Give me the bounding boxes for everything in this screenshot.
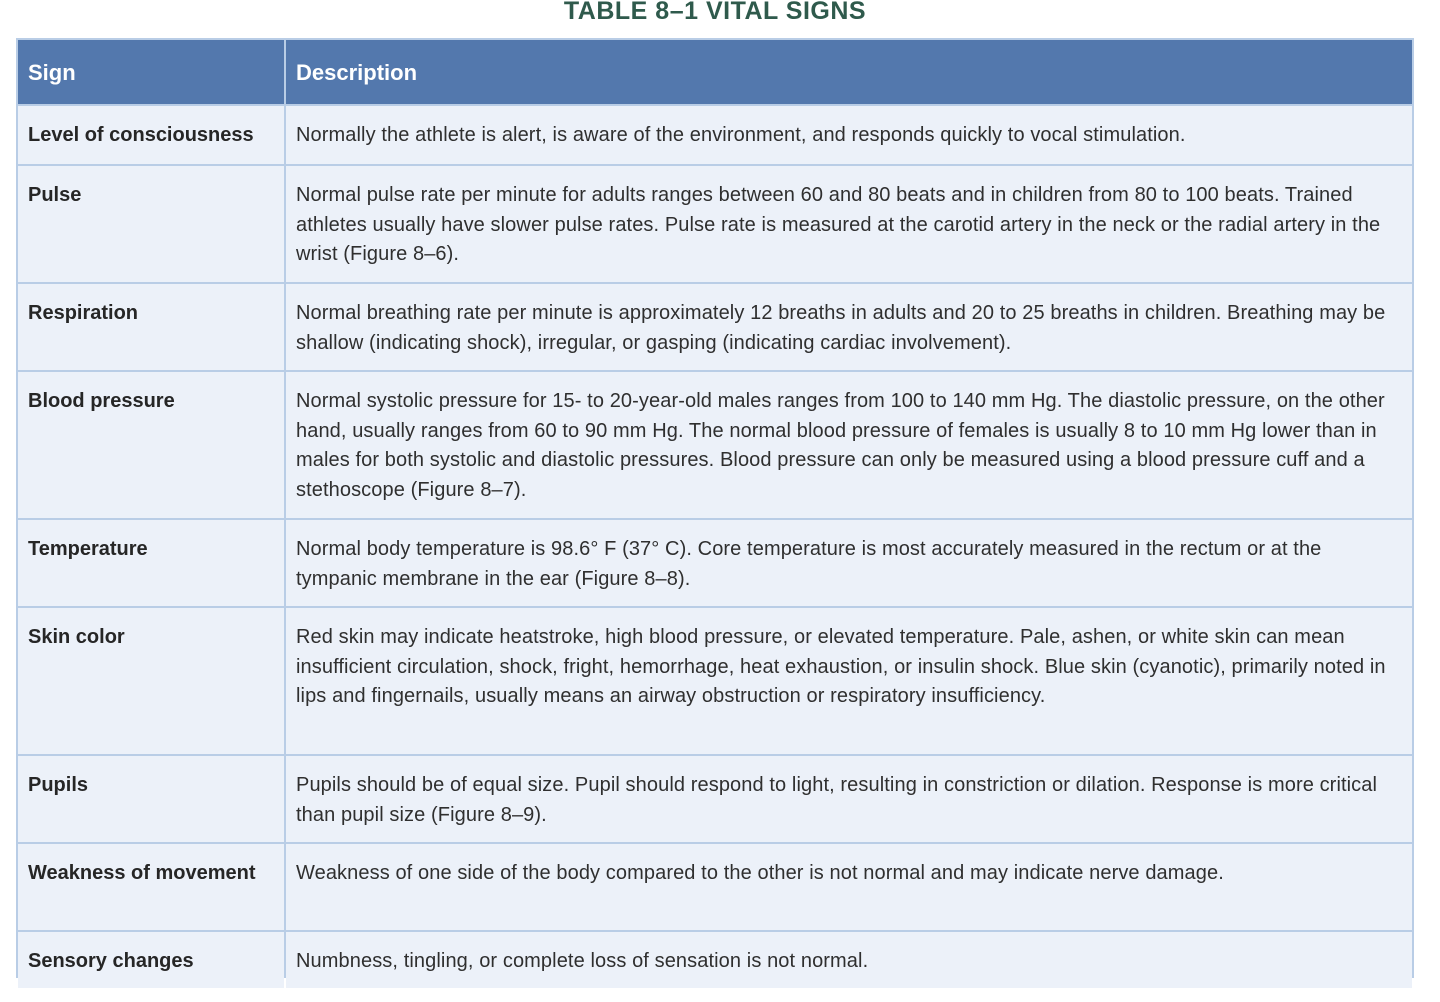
row-sign-pupils: Pupils [18, 756, 284, 842]
row-sign-skin-color: Skin color [18, 608, 284, 754]
row-sign-respiration: Respiration [18, 284, 284, 370]
row-sign-sensory-changes: Sensory changes [18, 932, 284, 988]
row-sign-blood-pressure: Blood pressure [18, 372, 284, 518]
vital-signs-table [16, 38, 1414, 978]
header-sign: Sign [18, 40, 284, 104]
row-description-pupils: Pupils should be of equal size. Pupil should respond to light, resulting in constriction or dilation. Response is more critical than pupil size (Figure 8–9). [286, 756, 1412, 842]
row-sign-level-of-consciousness: Level of consciousness [18, 106, 284, 164]
row-description-temperature: Normal body temperature is 98.6° F (37° C). Core temperature is most accurately measured in the rectum or at the tympanic membrane in the ear (Figure 8–8). [286, 520, 1412, 606]
row-description-sensory-changes: Numbness, tingling, or complete loss of sensation is not normal. [286, 932, 1412, 988]
row-sign-pulse: Pulse [18, 166, 284, 282]
row-description-skin-color: Red skin may indicate heatstroke, high blood pressure, or elevated temperature. Pale, ashen, or white skin can mean insufficient circulation, shock, fright, hemorrhage, heat exhaustion, or insulin shock. Blue skin (cyanotic), primarily noted in lips and fingernails, usually means an airway obstruction or respiratory insufficiency. [286, 608, 1412, 754]
row-sign-temperature: Temperature [18, 520, 284, 606]
table-title: TABLE 8–1 VITAL SIGNS [563, 0, 867, 25]
row-description-weakness-of-movement: Weakness of one side of the body compared to the other is not normal and may indicate nerve damage. [286, 844, 1412, 930]
row-description-respiration: Normal breathing rate per minute is approximately 12 breaths in adults and 20 to 25 breaths in children. Breathing may be shallow (indicating shock), irregular, or gasping (indicating cardiac involvement). [286, 284, 1412, 370]
row-description-level-of-consciousness: Normally the athlete is alert, is aware of the environment, and responds quickly to vocal stimulation. [286, 106, 1412, 164]
row-description-pulse: Normal pulse rate per minute for adults ranges between 60 and 80 beats and in children from 80 to 100 beats. Trained athletes usually have slower pulse rates. Pulse rate is measured at the carotid artery in the neck or the radial artery in the wrist (Figure 8–6). [286, 166, 1412, 282]
row-description-blood-pressure: Normal systolic pressure for 15- to 20-year-old males ranges from 100 to 140 mm Hg. The diastolic pressure, on the other hand, usually ranges from 60 to 90 mm Hg. The normal blood pressure of females is usually 8 to 10 mm Hg lower than in males for both systolic and diastolic pressures. Blood pressure can only be measured using a blood pressure cuff and a stethoscope (Figure 8–7). [286, 372, 1412, 518]
row-sign-weakness-of-movement: Weakness of movement [18, 844, 284, 930]
header-description: Description [286, 40, 1412, 104]
